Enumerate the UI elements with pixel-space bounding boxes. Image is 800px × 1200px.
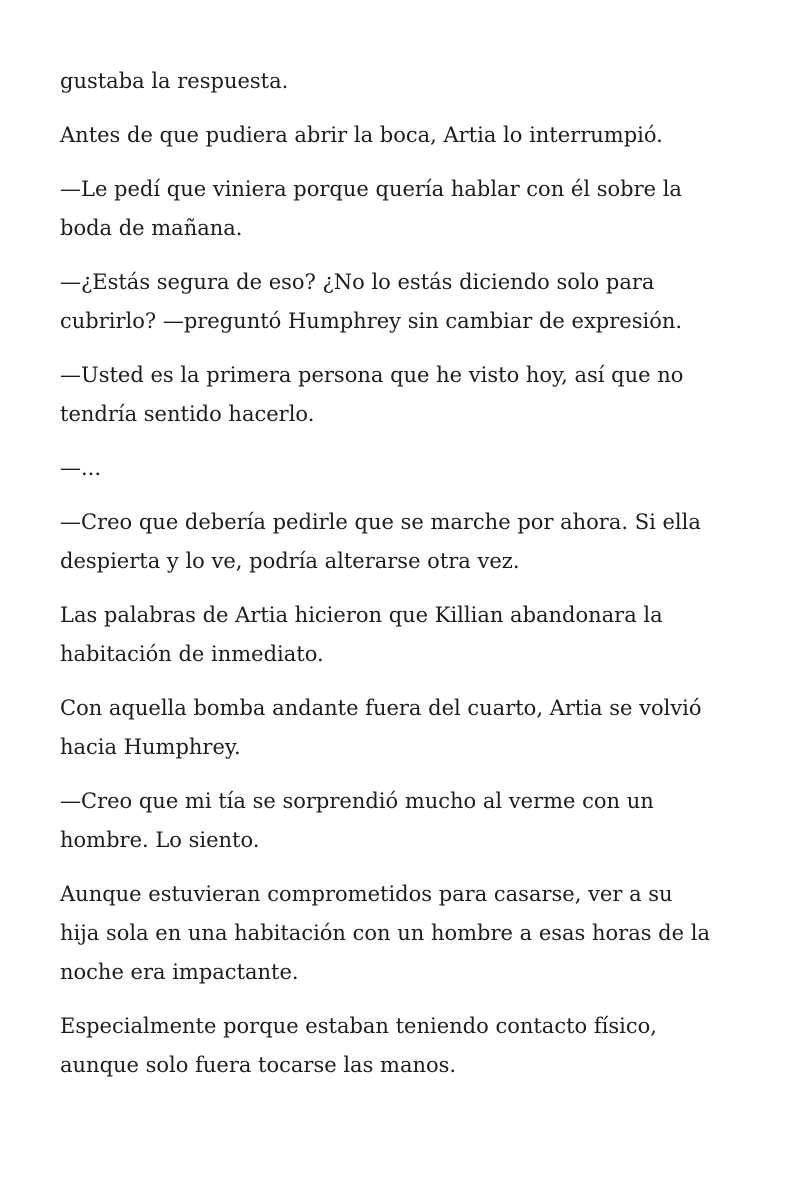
paragraph: Las palabras de Artia hicieron que Killian abandonara la habitación de inmediato. [60, 603, 663, 666]
paragraph: Especialmente porque estaban teniendo contacto físico, aunque solo fuera tocarse las manos. [60, 1014, 657, 1077]
paragraph: Con aquella bomba andante fuera del cuarto, Artia se volvió hacia Humphrey. [60, 696, 702, 759]
paragraph: —Creo que debería pedirle que se marche por ahora. Si ella despierta y lo ve, podría alterarse otra vez. [60, 510, 701, 573]
paragraph: —Creo que mi tía se sorprendió mucho al verme con un hombre. Lo siento. [60, 789, 654, 852]
paragraph: —¿Estás segura de eso? ¿No lo estás diciendo solo para cubrirlo? —preguntó Humphrey sin cambiar de expresión. [60, 270, 683, 333]
paragraph: Antes de que pudiera abrir la boca, Artia lo interrumpió. [60, 123, 663, 147]
paragraph: —Usted es la primera persona que he visto hoy, así que no tendría sentido hacerlo. [60, 363, 684, 426]
paragraph: —... [60, 456, 102, 480]
paragraph: —Le pedí que viniera porque quería hablar con él sobre la boda de mañana. [60, 177, 682, 240]
paragraph: Aunque estuvieran comprometidos para casarse, ver a su hija sola en una habitación con un hombre a esas horas de la noche era impactante. [60, 882, 710, 984]
paragraph: gustaba la respuesta. [60, 69, 289, 93]
